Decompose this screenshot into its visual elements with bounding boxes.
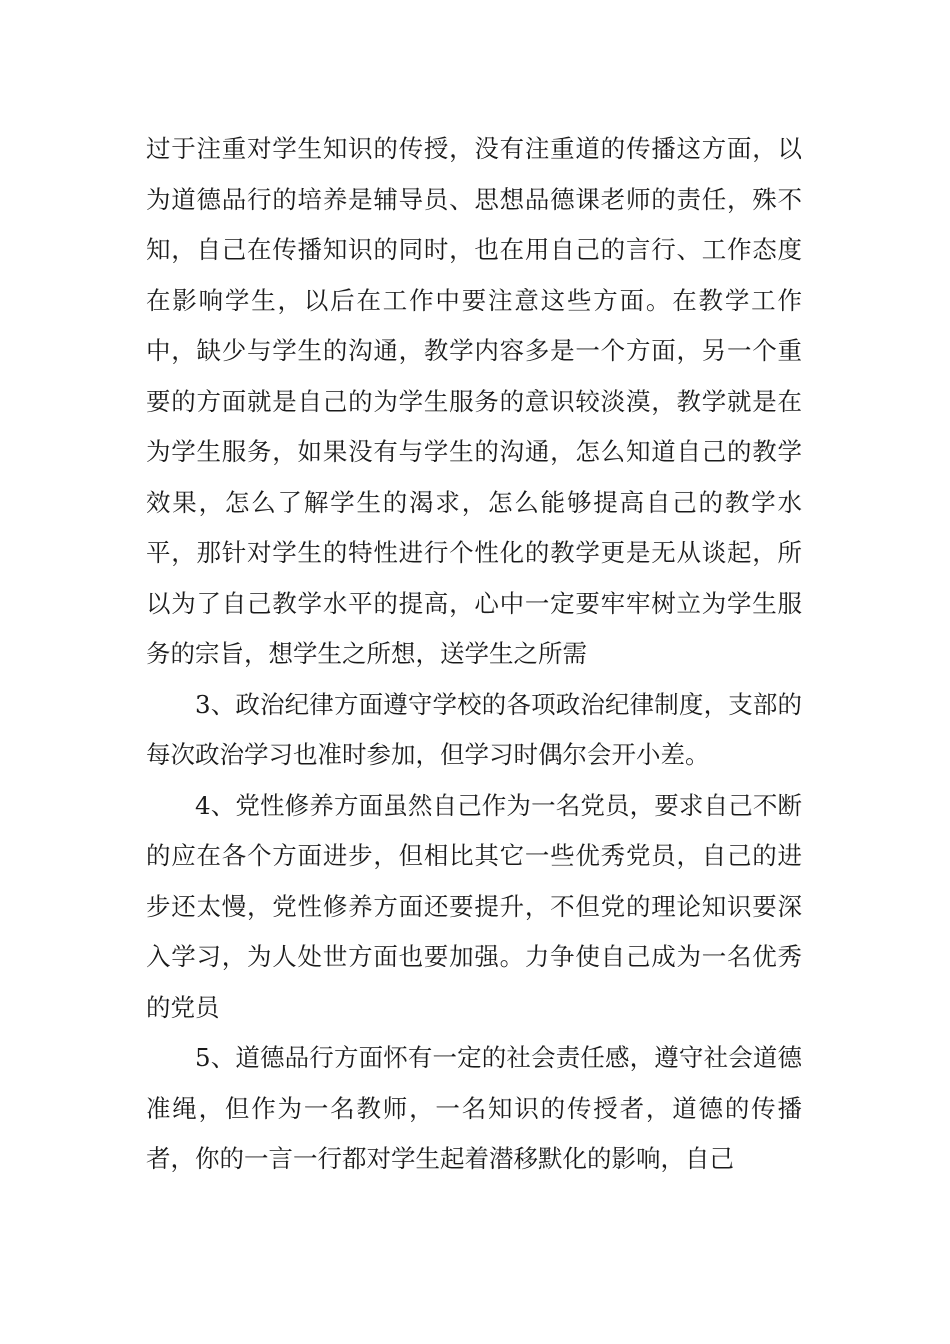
document-body	[146, 124, 802, 1185]
paragraph-moral-conduct: 5、道德品行方面怀有一定的社会责任感，遵守社会道德准绳，但作为一名教师，一名知识的传授者，道德的传播者，你的一言一行都对学生起着潜移默化的影响，自己	[146, 1043, 802, 1173]
paragraph-political-discipline: 3、政治纪律方面遵守学校的各项政治纪律制度，支部的每次政治学习也准时参加，但学习时偶尔会开小差。	[146, 689, 802, 769]
paragraph-continuation: 过于注重对学生知识的传授，没有注重道的传播这方面，以为道德品行的培养是辅导员、思想品德课老师的责任，殊不知，自己在传播知识的同时，也在用自己的言行、工作态度在影响学生，以后在工作中要注意这些方面。在教学工作中，缺少与学生的沟通，教学内容多是一个方面，另一个重要的方面就是自己的为学生服务的意识较淡漠，教学就是在为学生服务，如果没有与学生的沟通，怎么知道自己的教学效果，怎么了解学生的渴求，怎么能够提高自己的教学水平，那针对学生的特性进行个性化的教学更是无从谈起，所以为了自己教学水平的提高，心中一定要牢牢树立为学生服务的宗旨，想学生之所想，送学生之所需	[146, 134, 802, 668]
paragraph-party-cultivation: 4、党性修养方面虽然自己作为一名党员，要求自己不断的应在各个方面进步，但相比其它一些优秀党员，自己的进步还太慢，党性修养方面还要提升，不但党的理论知识要深入学习，为人处世方面也要加强。力争使自己成为一名优秀的党员	[146, 790, 802, 1022]
